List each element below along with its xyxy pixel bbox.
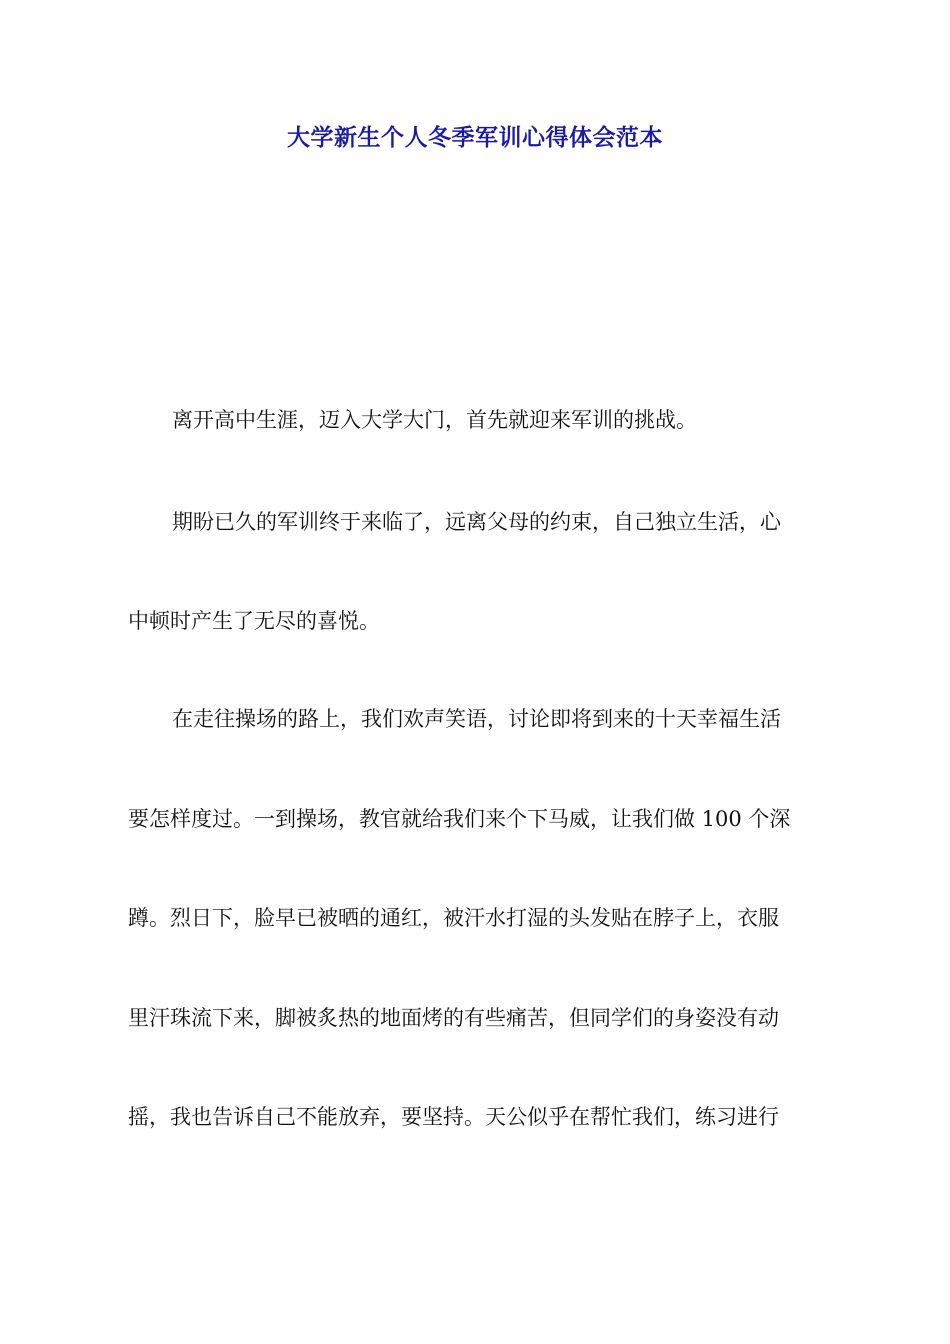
paragraph-line: 要怎样度过。一到操场，教官就给我们来个下马威，让我们做 100 个深 (128, 807, 791, 831)
paragraph-line: 蹲。烈日下，脸早已被晒的通红，被汗水打湿的头发贴在脖子上，衣服 (128, 906, 779, 930)
paragraph-line: 在走往操场的路上，我们欢声笑语，讨论即将到来的十天幸福生活 (172, 707, 781, 731)
paragraph-line: 里汗珠流下来，脚被炙热的地面烤的有些痛苦，但同学们的身姿没有动 (128, 1006, 779, 1030)
document-title: 大学新生个人冬季军训心得体会范本 (287, 125, 663, 151)
paragraph-line: 摇，我也告诉自己不能放弃，要坚持。天公似乎在帮忙我们，练习进行 (128, 1105, 779, 1129)
paragraph-line: 中顿时产生了无尽的喜悦。 (128, 609, 380, 633)
paragraph-line: 离开高中生涯，迈入大学大门，首先就迎来军训的挑战。 (172, 408, 697, 432)
paragraph-line: 期盼已久的军训终于来临了，远离父母的约束，自己独立生活，心 (172, 510, 781, 534)
